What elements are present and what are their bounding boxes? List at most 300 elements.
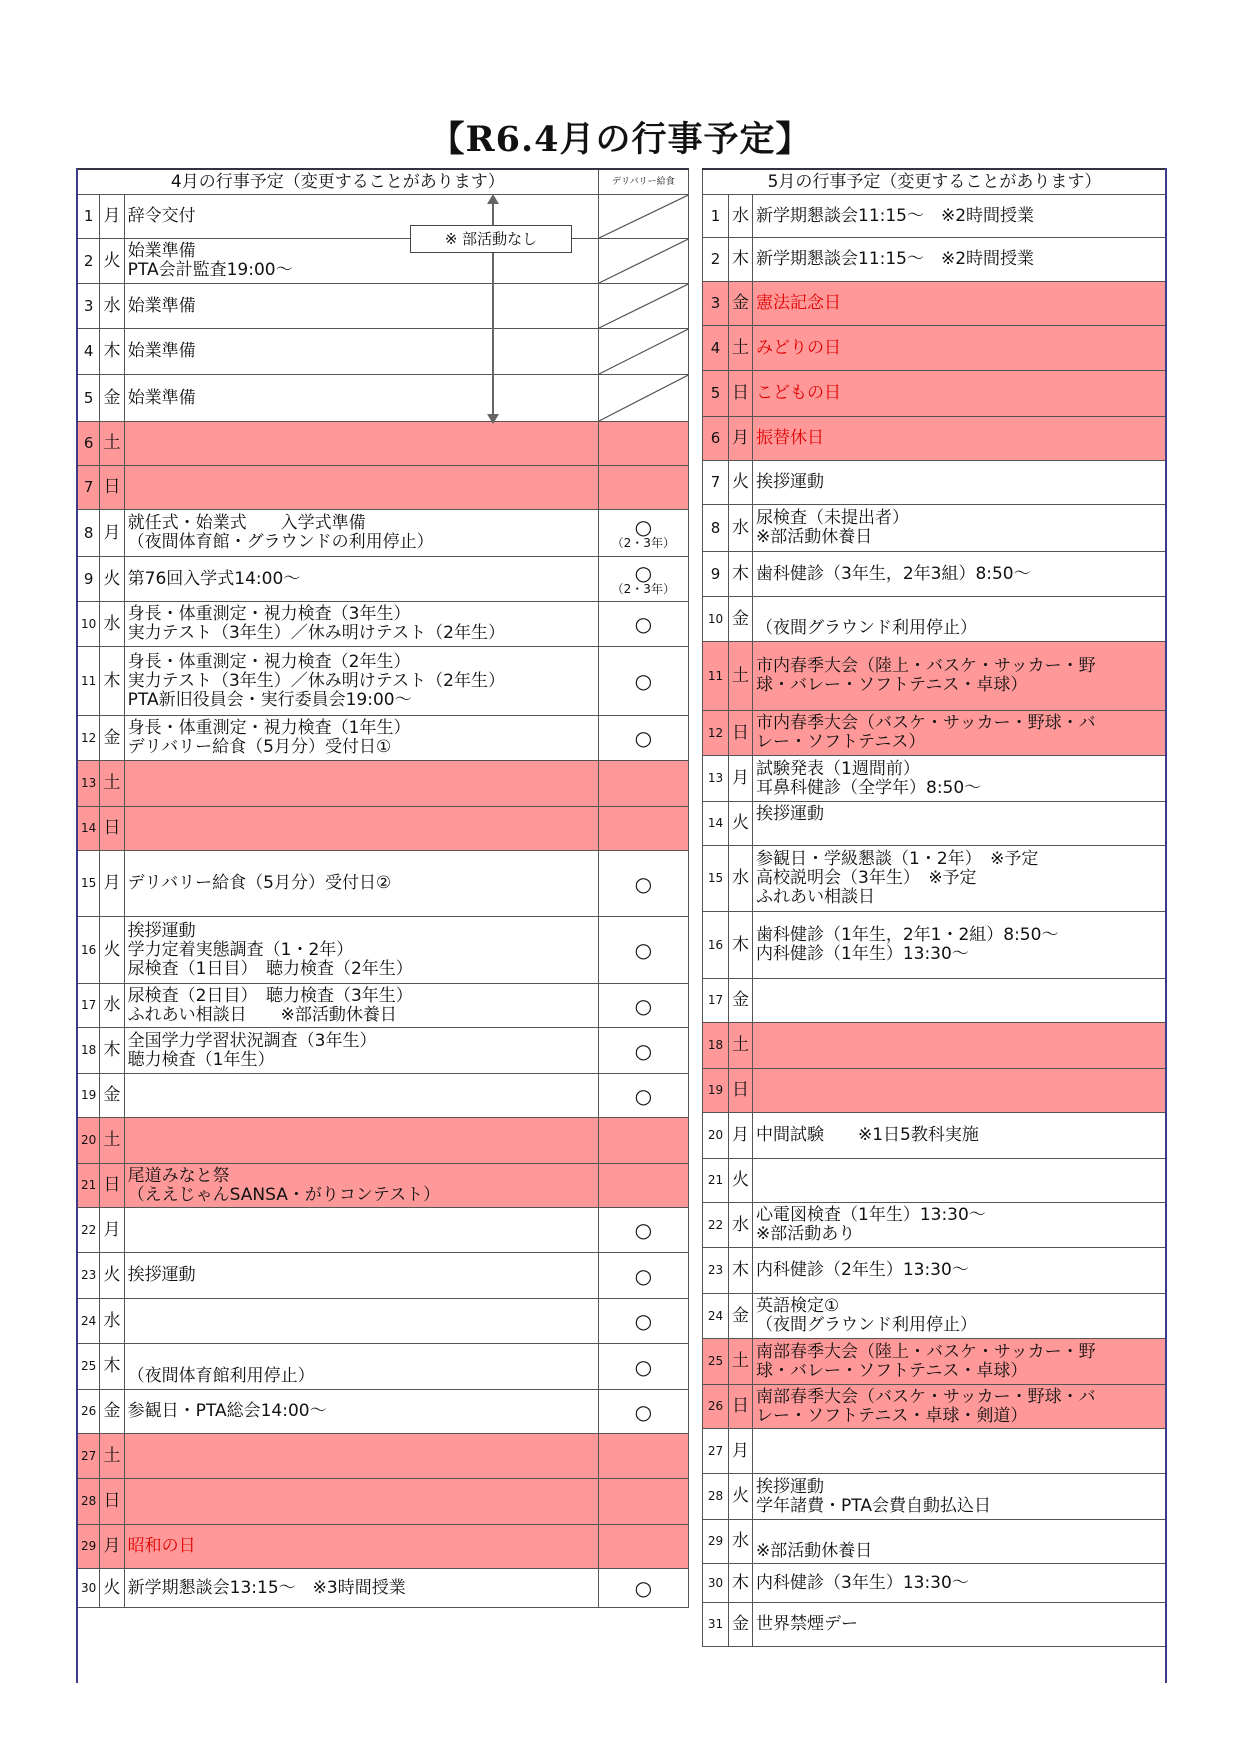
- event-cell: [753, 195, 1167, 238]
- event-cell: [753, 802, 1167, 846]
- day-number: 15: [78, 851, 100, 917]
- day-row: [703, 326, 1167, 371]
- day-number: 17: [703, 979, 729, 1023]
- day-number: 9: [703, 552, 729, 597]
- event-line: 新学期懇談会11:15～ ※2時間授業: [756, 249, 1035, 269]
- delivery-mark: ○: [634, 871, 653, 896]
- day-row: [703, 1474, 1167, 1520]
- day-row: [703, 1339, 1167, 1385]
- right-border-line: [1165, 168, 1167, 1683]
- weekday: 金: [100, 1390, 124, 1434]
- event-line: 耳鼻科健診（全学年）8:50～: [756, 777, 982, 798]
- event-line: 挨拶運動: [127, 920, 196, 941]
- weekday: 金: [100, 1074, 124, 1118]
- event-line: 就任式・始業式 入学式準備: [127, 513, 366, 533]
- day-number: 14: [703, 802, 729, 846]
- weekday: 火: [100, 1569, 124, 1608]
- event-line: 学年諸費・PTA会費自動払込日: [756, 1495, 991, 1516]
- day-row: [703, 756, 1167, 802]
- event-cell: [753, 1603, 1167, 1647]
- event-line: 歯科健診（1年生，2年1・2組）8:50～: [756, 925, 1059, 945]
- event-line: 心電図検査（1年生）13:30～: [756, 1205, 986, 1225]
- event-cell: [124, 466, 598, 510]
- weekday: 水: [100, 1299, 124, 1344]
- day-number: 31: [703, 1603, 729, 1647]
- event-line: 高校説明会（3年生） ※予定: [756, 868, 977, 888]
- delivery-cell: [598, 1569, 688, 1608]
- event-cell: [124, 807, 598, 851]
- event-line: 辞令交付: [127, 206, 196, 226]
- weekday: 月: [729, 1429, 753, 1474]
- event-cell: [124, 1208, 598, 1253]
- delivery-cell: [598, 1164, 688, 1208]
- event-cell: [124, 329, 598, 375]
- event-cell: [124, 1074, 598, 1118]
- day-row: [703, 417, 1167, 461]
- event-line: 南部春季大会（バスケ・サッカー・野球・バ: [756, 1386, 1096, 1407]
- weekday: 土: [100, 1118, 124, 1164]
- event-line: 市内春季大会（陸上・バスケ・サッカー・野: [756, 656, 1096, 676]
- delivery-cell: [598, 466, 688, 510]
- event-cell: [753, 1113, 1167, 1159]
- delivery-cell: [598, 761, 688, 807]
- delivery-note: （2・3年）: [611, 581, 675, 596]
- day-number: 5: [703, 371, 729, 417]
- delivery-cell: [598, 239, 688, 284]
- day-row: [703, 802, 1167, 846]
- event-cell: [753, 1159, 1167, 1203]
- day-number: 27: [703, 1429, 729, 1474]
- weekday: 日: [100, 1479, 124, 1525]
- event-cell: [124, 602, 598, 647]
- weekday: 日: [729, 371, 753, 417]
- delivery-cell: [598, 602, 688, 647]
- event-cell: [124, 761, 598, 807]
- event-cell: [124, 1569, 598, 1608]
- delivery-cell: [598, 851, 688, 917]
- event-cell: [124, 375, 598, 422]
- left-border-line: [76, 168, 78, 1683]
- weekday: 土: [100, 422, 124, 466]
- event-line: 昭和の日: [127, 1536, 196, 1556]
- event-cell: [753, 1474, 1167, 1520]
- event-line: 中間試験 ※1日5教科実施: [756, 1125, 979, 1145]
- event-cell: [753, 1520, 1167, 1564]
- delivery-cell: [598, 1479, 688, 1525]
- day-row: [78, 1344, 689, 1390]
- delivery-cell: [598, 1299, 688, 1344]
- event-line: 挨拶運動: [127, 1265, 196, 1285]
- weekday: 水: [729, 1520, 753, 1564]
- day-row: [78, 329, 689, 375]
- event-line: 身長・体重測定・視力検査（1年生）: [127, 718, 411, 738]
- event-line: こどもの日: [756, 383, 841, 403]
- event-line: 挨拶運動: [756, 1476, 824, 1497]
- weekday: 木: [729, 238, 753, 282]
- day-row: [78, 422, 689, 466]
- day-number: 2: [78, 239, 100, 284]
- event-line: ※部活動休養日: [756, 1540, 873, 1561]
- weekday: 土: [100, 1434, 124, 1479]
- event-line: 尿検査（未提出者）: [756, 508, 909, 528]
- event-line: 新学期懇談会13:15～ ※3時間授業: [127, 1577, 406, 1598]
- day-number: 1: [78, 195, 100, 239]
- day-row: [703, 846, 1167, 912]
- day-number: 10: [703, 597, 729, 642]
- delivery-cell: [598, 1390, 688, 1434]
- weekday: 日: [100, 807, 124, 851]
- event-cell: [124, 1479, 598, 1525]
- delivery-cell: [598, 1434, 688, 1479]
- event-cell: [124, 1253, 598, 1299]
- day-number: 18: [703, 1023, 729, 1069]
- day-row: [703, 238, 1167, 282]
- weekday: 火: [100, 239, 124, 284]
- day-number: 11: [78, 647, 100, 716]
- event-cell: [753, 711, 1167, 756]
- event-cell: [753, 756, 1167, 802]
- event-line: PTA新旧役員会・実行委員会19:00～: [127, 689, 412, 710]
- day-number: 20: [78, 1118, 100, 1164]
- weekday: 火: [100, 557, 124, 602]
- event-line: みどりの日: [756, 337, 841, 358]
- delivery-cell: [598, 984, 688, 1028]
- weekday: 火: [729, 461, 753, 505]
- day-number: 22: [703, 1203, 729, 1248]
- day-number: 30: [703, 1564, 729, 1603]
- day-number: 22: [78, 1208, 100, 1253]
- weekday: 金: [729, 1603, 753, 1647]
- day-row: [78, 984, 689, 1028]
- day-number: 10: [78, 602, 100, 647]
- event-line: 挨拶運動: [756, 803, 824, 824]
- day-row: [78, 1525, 689, 1569]
- april-header-row: [78, 169, 689, 195]
- event-line: 参観日・PTA総会14:00～: [127, 1401, 327, 1421]
- day-row: [78, 761, 689, 807]
- day-row: [703, 642, 1167, 711]
- day-number: 24: [78, 1299, 100, 1344]
- day-number: 19: [78, 1074, 100, 1118]
- event-line: 内科健診（2年生）13:30～: [756, 1260, 969, 1280]
- may-schedule-table: [702, 168, 1167, 1647]
- day-row: [78, 1390, 689, 1434]
- event-line: [756, 1523, 1163, 1542]
- event-cell: [124, 851, 598, 917]
- day-number: 6: [78, 422, 100, 466]
- weekday: 金: [100, 716, 124, 761]
- day-row: [703, 282, 1167, 326]
- event-line: 始業準備: [127, 295, 196, 316]
- delivery-mark: ○: [634, 1218, 653, 1242]
- event-line: 実力テスト（3年生）／休み明けテスト（2年生）: [127, 623, 505, 643]
- event-line: 身長・体重測定・視力検査（2年生）: [127, 651, 411, 672]
- event-cell: [753, 326, 1167, 371]
- day-number: 6: [703, 417, 729, 461]
- weekday: 木: [729, 912, 753, 979]
- delivery-mark: ○: [634, 514, 653, 539]
- delivery-cell: [598, 1028, 688, 1074]
- day-row: [78, 557, 689, 602]
- day-number: 5: [78, 375, 100, 422]
- event-cell: [753, 461, 1167, 505]
- day-row: [78, 239, 689, 284]
- delivery-mark: ○: [634, 1263, 653, 1288]
- delivery-cell: [598, 557, 688, 602]
- event-line: ふれあい相談日 ※部活動休養日: [127, 1004, 397, 1025]
- day-number: 21: [703, 1159, 729, 1203]
- weekday: 木: [100, 1344, 124, 1390]
- event-cell: [124, 647, 598, 716]
- event-cell: [124, 510, 598, 557]
- delivery-cell: [598, 284, 688, 329]
- slash-mark: [599, 284, 688, 328]
- event-line: 学力定着実態調査（1・2年）: [127, 939, 354, 960]
- event-cell: [124, 422, 598, 466]
- day-number: 12: [703, 711, 729, 756]
- event-cell: [124, 1434, 598, 1479]
- day-row: [703, 1113, 1167, 1159]
- day-number: 17: [78, 984, 100, 1028]
- day-number: 19: [703, 1069, 729, 1113]
- day-row: [703, 1023, 1167, 1069]
- day-row: [78, 1164, 689, 1208]
- day-row: [703, 1385, 1167, 1429]
- event-line: ふれあい相談日: [756, 887, 875, 907]
- day-number: 25: [78, 1344, 100, 1390]
- day-number: 1: [703, 195, 729, 238]
- delivery-mark: ○: [634, 1399, 653, 1424]
- weekday: 水: [729, 846, 753, 912]
- day-row: [703, 1159, 1167, 1203]
- delivery-cell: [598, 1118, 688, 1164]
- day-row: [703, 552, 1167, 597]
- day-number: 23: [78, 1253, 100, 1299]
- day-number: 13: [78, 761, 100, 807]
- day-number: 30: [78, 1569, 100, 1608]
- day-row: [703, 912, 1167, 979]
- weekday: 火: [729, 802, 753, 846]
- weekday: 木: [729, 1248, 753, 1294]
- day-number: 7: [78, 466, 100, 510]
- day-number: 15: [703, 846, 729, 912]
- event-line: 内科健診（1年生）13:30～: [756, 944, 969, 964]
- day-row: [703, 1564, 1167, 1603]
- delivery-mark: ○: [634, 726, 653, 750]
- event-cell: [753, 1203, 1167, 1248]
- day-number: 28: [703, 1474, 729, 1520]
- weekday: 木: [100, 1028, 124, 1074]
- day-number: 21: [78, 1164, 100, 1208]
- event-line: 参観日・学級懇談（1・2年） ※予定: [756, 849, 1039, 869]
- delivery-cell: [598, 1344, 688, 1390]
- day-row: [78, 851, 689, 917]
- weekday: 月: [100, 851, 124, 917]
- weekday: 水: [729, 195, 753, 238]
- day-row: [78, 510, 689, 557]
- event-cell: [753, 417, 1167, 461]
- day-row: [703, 597, 1167, 642]
- delivery-cell: [598, 1525, 688, 1569]
- weekday: 水: [729, 505, 753, 552]
- event-cell: [753, 1248, 1167, 1294]
- weekday: 木: [100, 329, 124, 375]
- event-line: PTA会計監査19:00～: [127, 260, 293, 280]
- event-cell: [753, 1564, 1167, 1603]
- delivery-mark: ○: [634, 993, 653, 1018]
- day-number: 24: [703, 1294, 729, 1339]
- day-row: [78, 1569, 689, 1608]
- day-row: [78, 195, 689, 239]
- event-cell: [753, 552, 1167, 597]
- slash-mark: [599, 195, 688, 238]
- weekday: 水: [100, 284, 124, 329]
- event-cell: [753, 642, 1167, 711]
- day-number: 8: [78, 510, 100, 557]
- event-line: ※部活動休養日: [756, 527, 873, 547]
- event-cell: [124, 1344, 598, 1390]
- delivery-cell: [598, 422, 688, 466]
- day-number: 4: [703, 326, 729, 371]
- delivery-cell: [598, 510, 688, 557]
- weekday: 月: [100, 1208, 124, 1253]
- day-row: [78, 647, 689, 716]
- day-row: [78, 807, 689, 851]
- weekday: 月: [729, 1113, 753, 1159]
- event-cell: [124, 284, 598, 329]
- event-cell: [124, 1525, 598, 1569]
- weekday: 土: [729, 326, 753, 371]
- delivery-cell: [598, 375, 688, 422]
- weekday: 金: [729, 979, 753, 1023]
- event-line: 歯科健診（3年生，2年3組）8:50～: [756, 563, 1031, 584]
- weekday: 木: [729, 1564, 753, 1603]
- day-row: [703, 1429, 1167, 1474]
- delivery-cell: [598, 1208, 688, 1253]
- day-row: [703, 711, 1167, 756]
- delivery-cell: [598, 195, 688, 239]
- delivery-mark: ○: [634, 1576, 653, 1600]
- event-cell: [753, 979, 1167, 1023]
- day-row: [703, 1248, 1167, 1294]
- day-number: 18: [78, 1028, 100, 1074]
- day-row: [703, 1203, 1167, 1248]
- may-header-row: [703, 169, 1167, 195]
- event-cell: [124, 1118, 598, 1164]
- weekday: 月: [100, 510, 124, 557]
- day-row: [78, 1208, 689, 1253]
- day-number: 20: [703, 1113, 729, 1159]
- event-cell: [124, 1028, 598, 1074]
- weekday: 水: [100, 602, 124, 647]
- day-number: 26: [703, 1385, 729, 1429]
- event-line: レー・ソフトテニス）: [756, 732, 926, 752]
- day-number: 4: [78, 329, 100, 375]
- weekday: 日: [100, 1164, 124, 1208]
- weekday: 木: [729, 552, 753, 597]
- event-line: 英語検定①: [756, 1296, 840, 1316]
- day-number: 29: [703, 1520, 729, 1564]
- day-number: 3: [703, 282, 729, 326]
- day-row: [78, 1074, 689, 1118]
- delivery-cell: [598, 329, 688, 375]
- event-line: 始業準備: [127, 387, 196, 408]
- event-line: [756, 600, 1163, 619]
- event-cell: [753, 238, 1167, 282]
- day-row: [78, 1479, 689, 1525]
- weekday: 土: [729, 1339, 753, 1385]
- weekday: 日: [729, 1069, 753, 1113]
- event-cell: [124, 716, 598, 761]
- event-cell: [124, 984, 598, 1028]
- delivery-cell: [598, 716, 688, 761]
- event-line: デリバリー給食（5月分）受付日②: [127, 873, 392, 893]
- weekday: 日: [729, 1385, 753, 1429]
- weekday: 土: [729, 642, 753, 711]
- weekday: 月: [100, 1525, 124, 1569]
- event-cell: [753, 1385, 1167, 1429]
- day-number: 29: [78, 1525, 100, 1569]
- delivery-mark: ○: [634, 1083, 653, 1108]
- day-row: [703, 1294, 1167, 1339]
- delivery-header: デリバリー給食: [598, 169, 688, 195]
- day-number: 25: [703, 1339, 729, 1385]
- event-cell: [753, 282, 1167, 326]
- delivery-cell: [598, 1074, 688, 1118]
- event-cell: [753, 597, 1167, 642]
- day-row: [78, 1299, 689, 1344]
- weekday: 月: [100, 195, 124, 239]
- event-line: 挨拶運動: [756, 472, 824, 492]
- slash-mark: [599, 239, 688, 283]
- delivery-cell: [598, 1253, 688, 1299]
- day-row: [78, 375, 689, 422]
- weekday: 火: [100, 1253, 124, 1299]
- day-row: [703, 979, 1167, 1023]
- day-row: [703, 1603, 1167, 1647]
- event-line: 第76回入学式14:00～: [127, 568, 301, 589]
- day-row: [78, 1028, 689, 1074]
- event-line: （ええじゃんSANSA・がりコンテスト）: [127, 1184, 441, 1205]
- day-number: 9: [78, 557, 100, 602]
- event-line: 内科健診（3年生）13:30～: [756, 1572, 969, 1593]
- event-cell: [753, 1294, 1167, 1339]
- event-line: 世界禁煙デー: [756, 1614, 858, 1634]
- event-line: （夜間グラウンド利用停止）: [756, 618, 977, 638]
- event-cell: [753, 1429, 1167, 1474]
- day-row: [78, 716, 689, 761]
- weekday: 月: [729, 756, 753, 802]
- day-number: 3: [78, 284, 100, 329]
- weekday: 金: [729, 597, 753, 642]
- event-cell: [124, 1164, 598, 1208]
- delivery-note: （2・3年）: [611, 535, 675, 550]
- day-row: [78, 1253, 689, 1299]
- slash-mark: [599, 329, 688, 374]
- day-number: 7: [703, 461, 729, 505]
- event-line: ※部活動あり: [756, 1224, 856, 1244]
- event-line: 身長・体重測定・視力検査（3年生）: [127, 604, 411, 624]
- event-line: デリバリー給食（5月分）受付日①: [127, 737, 392, 757]
- day-row: [703, 1069, 1167, 1113]
- day-number: 28: [78, 1479, 100, 1525]
- event-line: 尿検査（2日目） 聴力検査（3年生）: [127, 985, 413, 1006]
- delivery-cell: [598, 647, 688, 716]
- day-number: 14: [78, 807, 100, 851]
- event-cell: [124, 1390, 598, 1434]
- event-line: 尿検査（1日目） 聴力検査（2年生）: [127, 958, 413, 979]
- day-row: [78, 602, 689, 647]
